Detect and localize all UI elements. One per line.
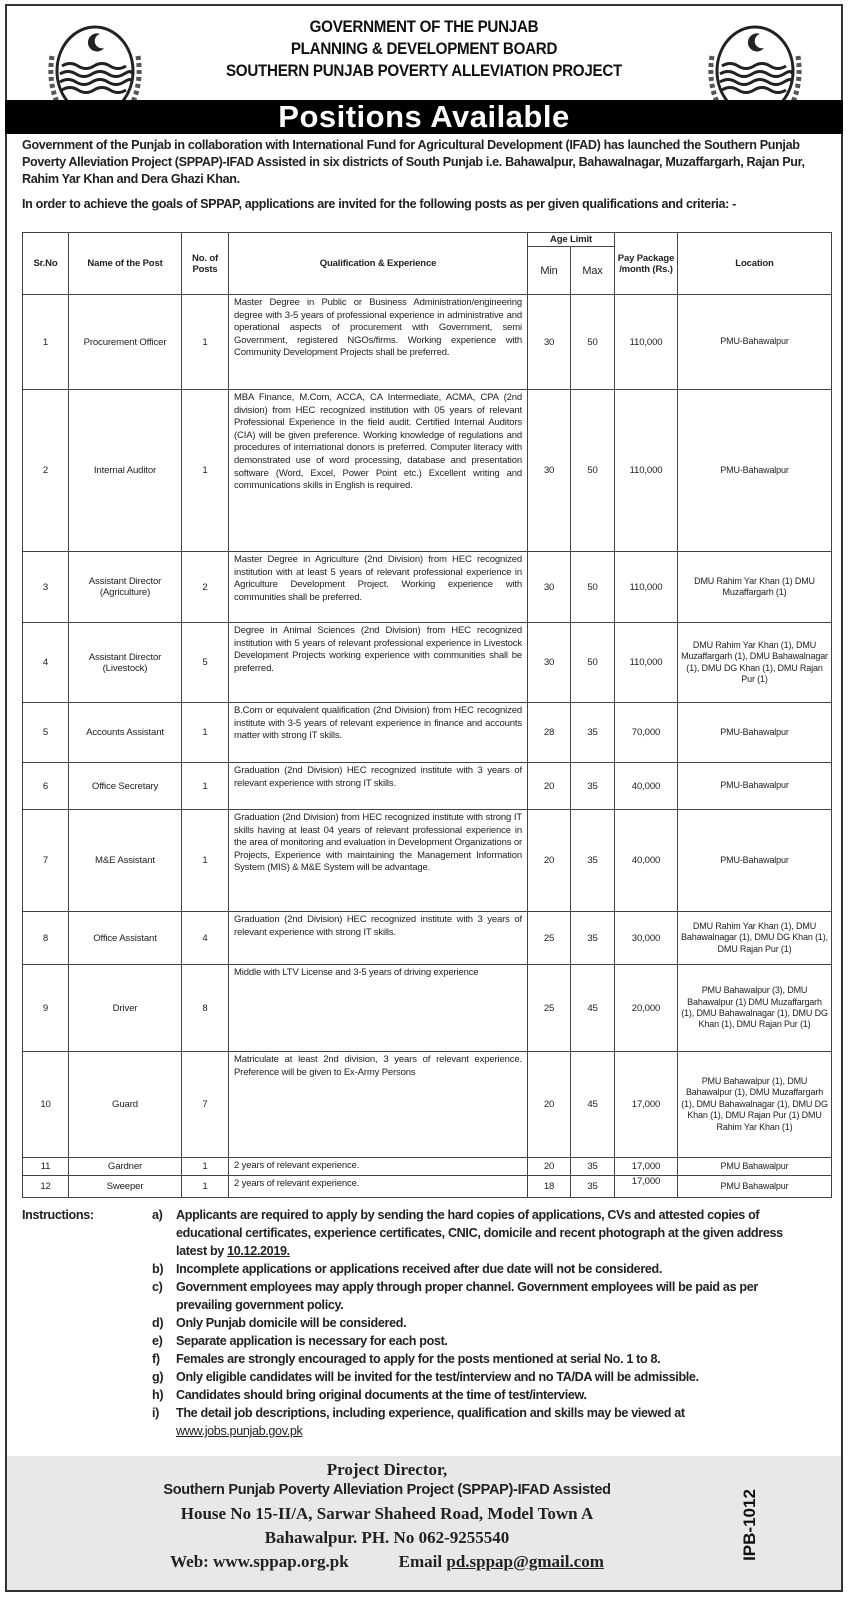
sr-cell: 2 xyxy=(23,390,69,552)
qualification-cell: Graduation (2nd Division) from HEC recognized institute with strong IT skills having at least 04 years of relevant professional experience in the area of monitoring and evaluation in Development Organizations or Projects, Experience with maintaining the Management Information System (MIS) & M&E System will be advantage. xyxy=(229,810,528,912)
instruction-item xyxy=(152,1368,802,1386)
sr-cell: 1 xyxy=(23,295,69,390)
instruction-item xyxy=(152,1260,802,1278)
footer-address: House No 15-II/A, Sarwar Shaheed Road, Model Town A xyxy=(180,1504,594,1523)
table-row xyxy=(23,1176,832,1198)
posts-count-cell: 1 xyxy=(182,810,229,912)
location-cell: PMU-Bahawalpur xyxy=(678,295,832,390)
age-min-cell: 30 xyxy=(528,390,571,552)
age-max-cell: 45 xyxy=(571,1052,615,1158)
table-row xyxy=(23,623,832,703)
location-cell: PMU Bahawalpur (3), DMU Bahawalpur (1) DMU Muzaffargarh (1), DMU Bahawalnagar (1), DMU DG Khan (1), DMU Rajan Pur (1) xyxy=(678,965,832,1052)
age-min-cell: 30 xyxy=(528,552,571,623)
qualification-cell: Matriculate at least 2nd division, 3 years of relevant experience. Preference will be given to Ex-Army Persons xyxy=(229,1052,528,1158)
age-min-cell: 20 xyxy=(528,1158,571,1176)
instruction-key: d) xyxy=(152,1316,164,1330)
location-cell: PMU Bahawalpur xyxy=(678,1158,832,1176)
table-row xyxy=(23,552,832,623)
col-age-limit: Age Limit xyxy=(528,233,615,247)
col-name: Name of the Post xyxy=(69,233,182,295)
pay-cell: 110,000 xyxy=(615,295,678,390)
footer-city-phone: Bahawalpur. PH. No 062-9255540 xyxy=(264,1528,510,1547)
sr-cell: 3 xyxy=(23,552,69,623)
instruction-item xyxy=(152,1404,802,1440)
age-min-cell: 30 xyxy=(528,623,571,703)
instruction-text: Separate application is necessary for each post. xyxy=(176,1334,448,1348)
location-cell: PMU-Bahawalpur xyxy=(678,763,832,810)
sr-cell: 12 xyxy=(23,1176,69,1198)
qualification-cell: Middle with LTV License and 3-5 years of driving experience xyxy=(229,965,528,1052)
age-min-cell: 28 xyxy=(528,703,571,763)
table-row xyxy=(23,965,832,1052)
intro-paragraph: Government of the Punjab in collaboration with International Fund for Agricultural Development (IFAD) has launched the Southern Punjab Poverty Alleviation Project (SPPAP)-IFAD Assisted in six districts of South Punjab i.e. Bahawalpur, Bahawalnagar, Muzaffargarh, Rajan Pur, Rahim Yar Khan and Dera Ghazi Khan. xyxy=(22,138,805,186)
ipb-code-text: IPB-1012 xyxy=(740,1489,759,1561)
footer-email-link[interactable]: pd.sppap@gmail.com xyxy=(446,1552,604,1571)
intro-criteria: In order to achieve the goals of SPPAP, applications are invited for the following posts as per given qualifications and criteria: - xyxy=(22,197,737,211)
footer-org: Southern Punjab Poverty Alleviation Project (SPPAP)-IFAD Assisted xyxy=(163,1482,611,1498)
instruction-key: e) xyxy=(152,1334,163,1348)
sr-cell: 8 xyxy=(23,912,69,965)
instruction-text: Females are strongly encouraged to apply for the posts mentioned at serial No. 1 to 8. xyxy=(176,1352,661,1366)
instruction-text: Applicants are required to apply by sending the hard copies of applications, CVs and attested copies of educational certificates, experience certificates, CNIC, domicile and recent photograph at the given address latest by xyxy=(176,1208,783,1258)
instruction-key: b) xyxy=(152,1262,164,1276)
qualification-cell: 2 years of relevant experience. xyxy=(229,1176,528,1198)
col-pay: Pay Package /month (Rs.) xyxy=(615,233,678,295)
qualification-cell: Master Degree in Public or Business Administration/engineering degree with 3-5 years of professional experience in administrative and operational aspects of procurement with Government, semi Government, registered NGOs/firms. Working experience with Community Development Projects shall be preferred. xyxy=(229,295,528,390)
age-min-cell: 25 xyxy=(528,912,571,965)
age-min-cell: 20 xyxy=(528,763,571,810)
instruction-key: g) xyxy=(152,1370,164,1384)
instruction-key: c) xyxy=(152,1280,163,1294)
age-min-cell: 25 xyxy=(528,965,571,1052)
jobs-portal-link[interactable]: www.jobs.punjab.gov.pk xyxy=(176,1424,303,1438)
location-cell: DMU Rahim Yar Khan (1), DMU Bahawalnagar (1), DMU DG Khan (1), DMU Rajan Pur (1) xyxy=(678,912,832,965)
footer-email-label: Email xyxy=(398,1552,447,1571)
pay-cell: 20,000 xyxy=(615,965,678,1052)
deadline-date: 10.12.2019. xyxy=(227,1244,290,1258)
instruction-text: Only eligible candidates will be invited for the test/interview and no TA/DA will be admissible. xyxy=(176,1370,699,1384)
instruction-text: The detail job descriptions, including experience, qualification and skills may be viewed at xyxy=(176,1406,685,1420)
instruction-text: Government employees may apply through proper channel. Government employees will be paid as per prevailing government policy. xyxy=(176,1280,758,1312)
posts-count-cell: 1 xyxy=(182,1158,229,1176)
age-max-cell: 50 xyxy=(571,295,615,390)
positions-banner: Positions Available xyxy=(5,100,843,134)
instruction-item xyxy=(152,1278,802,1314)
age-max-cell: 50 xyxy=(571,390,615,552)
location-cell: PMU Bahawalpur xyxy=(678,1176,832,1198)
location-cell: PMU-Bahawalpur xyxy=(678,703,832,763)
posts-count-cell: 7 xyxy=(182,1052,229,1158)
post-name-cell: Office Assistant xyxy=(69,912,182,965)
table-row xyxy=(23,810,832,912)
contact-footer xyxy=(7,1456,841,1590)
table-row xyxy=(23,1052,832,1158)
age-min-cell: 20 xyxy=(528,1052,571,1158)
location-cell: PMU Bahawalpur (1), DMU Bahawalpur (1), DMU Muzaffargarh (1), DMU Bahawalnagar (1), DMU DG Khan (1), DMU Rajan Pur (1) DMU Rahim Yar Khan (1) xyxy=(678,1052,832,1158)
col-age-max: Max xyxy=(571,247,615,295)
table-row xyxy=(23,295,832,390)
footer-web-email xyxy=(7,1552,767,1572)
col-qualification: Qualification & Experience xyxy=(229,233,528,295)
qualification-cell: Graduation (2nd Division) HEC recognized institute with 3 years of relevant experience with strong IT skills. xyxy=(229,763,528,810)
age-max-cell: 35 xyxy=(571,763,615,810)
age-min-cell: 20 xyxy=(528,810,571,912)
age-max-cell: 35 xyxy=(571,810,615,912)
pay-cell: 110,000 xyxy=(615,623,678,703)
pay-cell: 110,000 xyxy=(615,390,678,552)
posts-count-cell: 4 xyxy=(182,912,229,965)
col-sr: Sr.No xyxy=(23,233,69,295)
posts-count-cell: 1 xyxy=(182,390,229,552)
posts-count-cell: 2 xyxy=(182,552,229,623)
instruction-key: f) xyxy=(152,1352,160,1366)
location-cell: PMU-Bahawalpur xyxy=(678,810,832,912)
instruction-item xyxy=(152,1332,802,1350)
pay-cell: 40,000 xyxy=(615,763,678,810)
age-max-cell: 50 xyxy=(571,623,615,703)
instruction-text: Incomplete applications or applications received after due date will not be considered. xyxy=(176,1262,663,1276)
sr-cell: 4 xyxy=(23,623,69,703)
age-max-cell: 35 xyxy=(571,912,615,965)
qualification-cell: MBA Finance, M.Com, ACCA, CA Intermediate, ACMA, CPA (2nd division) from HEC recognized institution with 05 years of relevant Professional Experience in the field audit. Certified Internal Auditors (CIA) will be given preference. Working knowledge of regulations and procedures of international donors is preferred. Computer literacy with demonstrated use of word processing, database and presentation software (Word, Excel, Power Point etc.) Excellent writing and communications skills in English is required. xyxy=(229,390,528,552)
header-line-1: GOVERNMENT OF THE PUNJAB xyxy=(309,18,539,36)
header-line-3: SOUTHERN PUNJAB POVERTY ALLEVIATION PROJECT xyxy=(225,62,623,80)
posts-count-cell: 8 xyxy=(182,965,229,1052)
location-cell: DMU Rahim Yar Khan (1), DMU Muzaffargarh (1), DMU Bahawalnagar (1), DMU DG Khan (1), DMU Rajan Pur (1) xyxy=(678,623,832,703)
pay-cell: 40,000 xyxy=(615,810,678,912)
post-name-cell: Internal Auditor xyxy=(69,390,182,552)
sr-cell: 9 xyxy=(23,965,69,1052)
age-min-cell: 18 xyxy=(528,1176,571,1198)
qualification-cell: B.Com or equivalent qualification (2nd Division) from HEC recognized institute with 3-5 years of relevant experience in finance and accounts matter with strong IT skills. xyxy=(229,703,528,763)
qualification-cell: 2 years of relevant experience. xyxy=(229,1158,528,1176)
sr-cell: 11 xyxy=(23,1158,69,1176)
post-name-cell: Accounts Assistant xyxy=(69,703,182,763)
posts-count-cell: 1 xyxy=(182,703,229,763)
table-row xyxy=(23,703,832,763)
pay-cell: 30,000 xyxy=(615,912,678,965)
age-max-cell: 50 xyxy=(571,552,615,623)
ipb-code xyxy=(735,1480,765,1570)
post-name-cell: Sweeper xyxy=(69,1176,182,1198)
post-name-cell: Gardner xyxy=(69,1158,182,1176)
post-name-cell: Guard xyxy=(69,1052,182,1158)
instruction-key: a) xyxy=(152,1208,163,1222)
instructions-label: Instructions: xyxy=(22,1208,94,1222)
age-max-cell: 45 xyxy=(571,965,615,1052)
instruction-key: h) xyxy=(152,1388,164,1402)
post-name-cell: Driver xyxy=(69,965,182,1052)
instruction-item xyxy=(152,1206,802,1260)
sr-cell: 5 xyxy=(23,703,69,763)
header-line-2: PLANNING & DEVELOPMENT BOARD xyxy=(290,40,558,58)
post-name-cell: M&E Assistant xyxy=(69,810,182,912)
age-min-cell: 30 xyxy=(528,295,571,390)
location-cell: DMU Rahim Yar Khan (1) DMU Muzaffargarh (1) xyxy=(678,552,832,623)
post-name-cell: Procurement Officer xyxy=(69,295,182,390)
sr-cell: 6 xyxy=(23,763,69,810)
instruction-item xyxy=(152,1386,802,1404)
instruction-text: Only Punjab domicile will be considered. xyxy=(176,1316,407,1330)
table-row xyxy=(23,912,832,965)
sr-cell: 10 xyxy=(23,1052,69,1158)
posts-count-cell: 1 xyxy=(182,295,229,390)
pay-cell: 17,000 xyxy=(615,1176,678,1198)
instruction-item xyxy=(152,1314,802,1332)
col-location: Location xyxy=(678,233,832,295)
col-age-min: Min xyxy=(528,247,571,295)
location-cell: PMU-Bahawalpur xyxy=(678,390,832,552)
post-name-cell: Assistant Director (Agriculture) xyxy=(69,552,182,623)
age-max-cell: 35 xyxy=(571,1176,615,1198)
qualification-cell: Master Degree in Agriculture (2nd Division) from HEC recognized institution with at least 5 years of relevant professional experience in Agriculture Development Project. Working experience with communities shall be preferred. xyxy=(229,552,528,623)
footer-web[interactable]: Web: www.sppap.org.pk xyxy=(170,1552,349,1571)
sr-cell: 7 xyxy=(23,810,69,912)
table-row xyxy=(23,390,832,552)
pay-cell: 70,000 xyxy=(615,703,678,763)
table-row xyxy=(23,1158,832,1176)
post-name-cell: Office Secretary xyxy=(69,763,182,810)
footer-title: Project Director, xyxy=(326,1460,448,1479)
posts-count-cell: 1 xyxy=(182,1176,229,1198)
instruction-text: Candidates should bring original documents at the time of test/interview. xyxy=(176,1388,587,1402)
pay-cell: 17,000 xyxy=(615,1158,678,1176)
posts-count-cell: 1 xyxy=(182,763,229,810)
instruction-item xyxy=(152,1350,802,1368)
table-row xyxy=(23,763,832,810)
qualification-cell: Graduation (2nd Division) HEC recognized institute with 3 years of relevant experience with strong IT skills. xyxy=(229,912,528,965)
positions-table xyxy=(22,232,832,1198)
instruction-key: i) xyxy=(152,1406,159,1420)
pay-cell: 110,000 xyxy=(615,552,678,623)
post-name-cell: Assistant Director (Livestock) xyxy=(69,623,182,703)
age-max-cell: 35 xyxy=(571,703,615,763)
qualification-cell: Degree in Animal Sciences (2nd Division) from HEC recognized institution with 5 years of relevant professional experience in Livestock Development Projects working experience with communities shall be preferred. xyxy=(229,623,528,703)
age-max-cell: 35 xyxy=(571,1158,615,1176)
pay-cell: 17,000 xyxy=(615,1052,678,1158)
col-posts: No. of Posts xyxy=(182,233,229,295)
posts-count-cell: 5 xyxy=(182,623,229,703)
